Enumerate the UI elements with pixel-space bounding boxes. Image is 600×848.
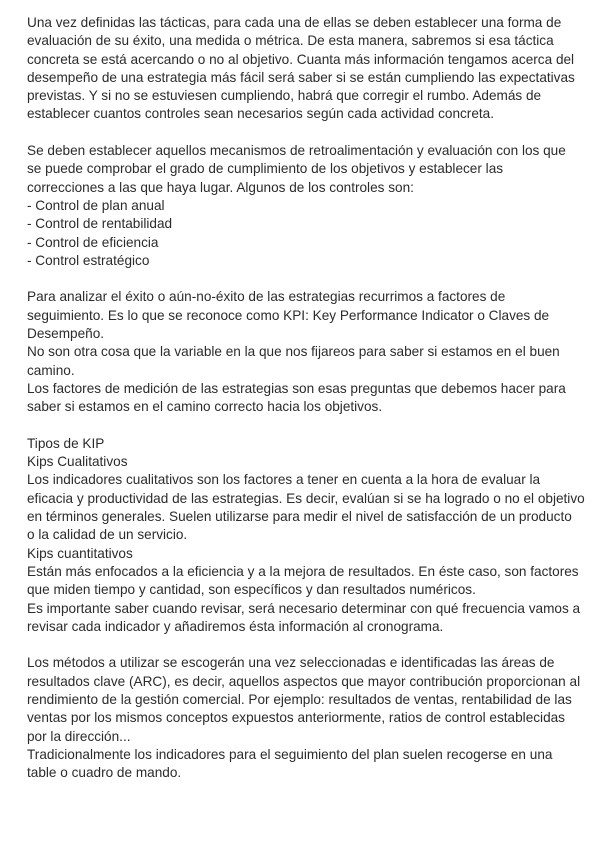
text-line: se puede comprobar el grado de cumplimiento de los objetivos y establecer las <box>27 161 504 177</box>
text-line: camino. <box>27 362 75 378</box>
text-line: Para analizar el éxito o aún-no-éxito de las estrategias recurrimos a factores de <box>27 289 506 305</box>
text-line: por la dirección... <box>27 728 131 744</box>
paragraph-mecanismos <box>27 142 582 197</box>
text-line: table o cuadro de mando. <box>27 765 182 781</box>
paragraph-metodos <box>27 654 582 782</box>
text-line: Una vez definidas las tácticas, para cada una de ellas se deben establecer una forma de <box>27 15 562 30</box>
text-line: concreta se está acercando o no al objetivo. Cuanta más información tengamos acerca del <box>27 51 575 67</box>
paragraph-kpi <box>27 288 582 416</box>
paragraph-spacer <box>27 270 582 288</box>
subsection-heading: Kips cuantitativos <box>27 545 133 561</box>
text-line: Los indicadores cualitativos son los factores a tener en cuenta a la hora de evaluar la <box>27 472 541 488</box>
text-line: Están más enfocados a la eficiencia y a la mejora de resultados. En éste caso, son factores <box>27 563 579 579</box>
text-line: previstas. Y si no se estuviesen cumpliendo, habrá que corregir el rumbo. Además de <box>27 88 542 104</box>
text-line: Los métodos a utilizar se escogerán una vez seleccionadas e identificadas las áreas de <box>27 655 555 671</box>
paragraph-spacer <box>27 636 582 654</box>
paragraph-spacer <box>27 124 582 142</box>
paragraph-tipos-kip <box>27 435 585 636</box>
text-line: rendimiento de la gestión comercial. Por ejemplo: resultados de ventas, rentabilidad de las <box>27 691 572 707</box>
text-line: o la calidad de un servicio. <box>27 527 188 543</box>
list-item: - Control de eficiencia <box>27 234 159 250</box>
text-line: Es importante saber cuando revisar, será necesario determinar con qué frecuencia vamos a <box>27 600 581 616</box>
list-item: - Control de plan anual <box>27 197 165 213</box>
section-heading: Tipos de KIP <box>27 435 105 451</box>
text-line: resultados clave (ARC), es decir, aquellos aspectos que mayor contribución proporcionan al <box>27 673 581 689</box>
text-line: saber si estamos en el camino correcto hacia los objetivos. <box>27 399 383 415</box>
text-line: que miden tiempo y cantidad, son específicos y dan resultados numéricos. <box>27 582 476 598</box>
paragraph-spacer <box>27 417 582 435</box>
text-line: evaluación de su éxito, una medida o métrica. De esta manera, sabremos si esa táctica <box>27 33 554 49</box>
text-line: ventas por los mismos conceptos expuestos anteriormente, ratios de control establecidas <box>27 710 565 726</box>
list-item: - Control estratégico <box>27 252 150 268</box>
text-line: correcciones a las que haya lugar. Algunos de los controles son: <box>27 179 414 195</box>
list-item: - Control de rentabilidad <box>27 216 173 232</box>
text-line: Se deben establecer aquellos mecanismos de retroalimentación y evaluación con los que <box>27 143 566 159</box>
paragraph-evaluacion <box>27 14 582 124</box>
text-line: seguimiento. Es lo que se reconoce como KPI: Key Performance Indicator o Claves de <box>27 307 550 323</box>
text-line: en términos generales. Suelen utilizarse para medir el nivel de satisfacción de un producto <box>27 509 572 525</box>
text-line: No son otra cosa que la variable en la que nos fijareos para saber si estamos en el buen <box>27 344 560 360</box>
document-page <box>27 14 585 782</box>
text-line: Desempeño. <box>27 326 105 342</box>
text-line: Los factores de medición de las estrategias son esas preguntas que debemos hacer para <box>27 380 566 396</box>
text-line: Tradicionalmente los indicadores para el seguimiento del plan suelen recogerse en una <box>27 746 553 762</box>
text-line: establecer cuantos controles sean necesarios según cada actividad concreta. <box>27 106 494 122</box>
controls-list <box>27 197 582 270</box>
subsection-heading: Kips Cualitativos <box>27 454 128 470</box>
text-line: eficacia y productividad de las estrategias. Es decir, evalúan si se ha logrado o no el objetivo <box>27 490 585 506</box>
text-line: desempeño de una estrategia más fácil será saber si se están cumpliendo las expectativas <box>27 69 575 85</box>
text-line: revisar cada indicador y añadiremos ésta información al cronograma. <box>27 618 444 634</box>
